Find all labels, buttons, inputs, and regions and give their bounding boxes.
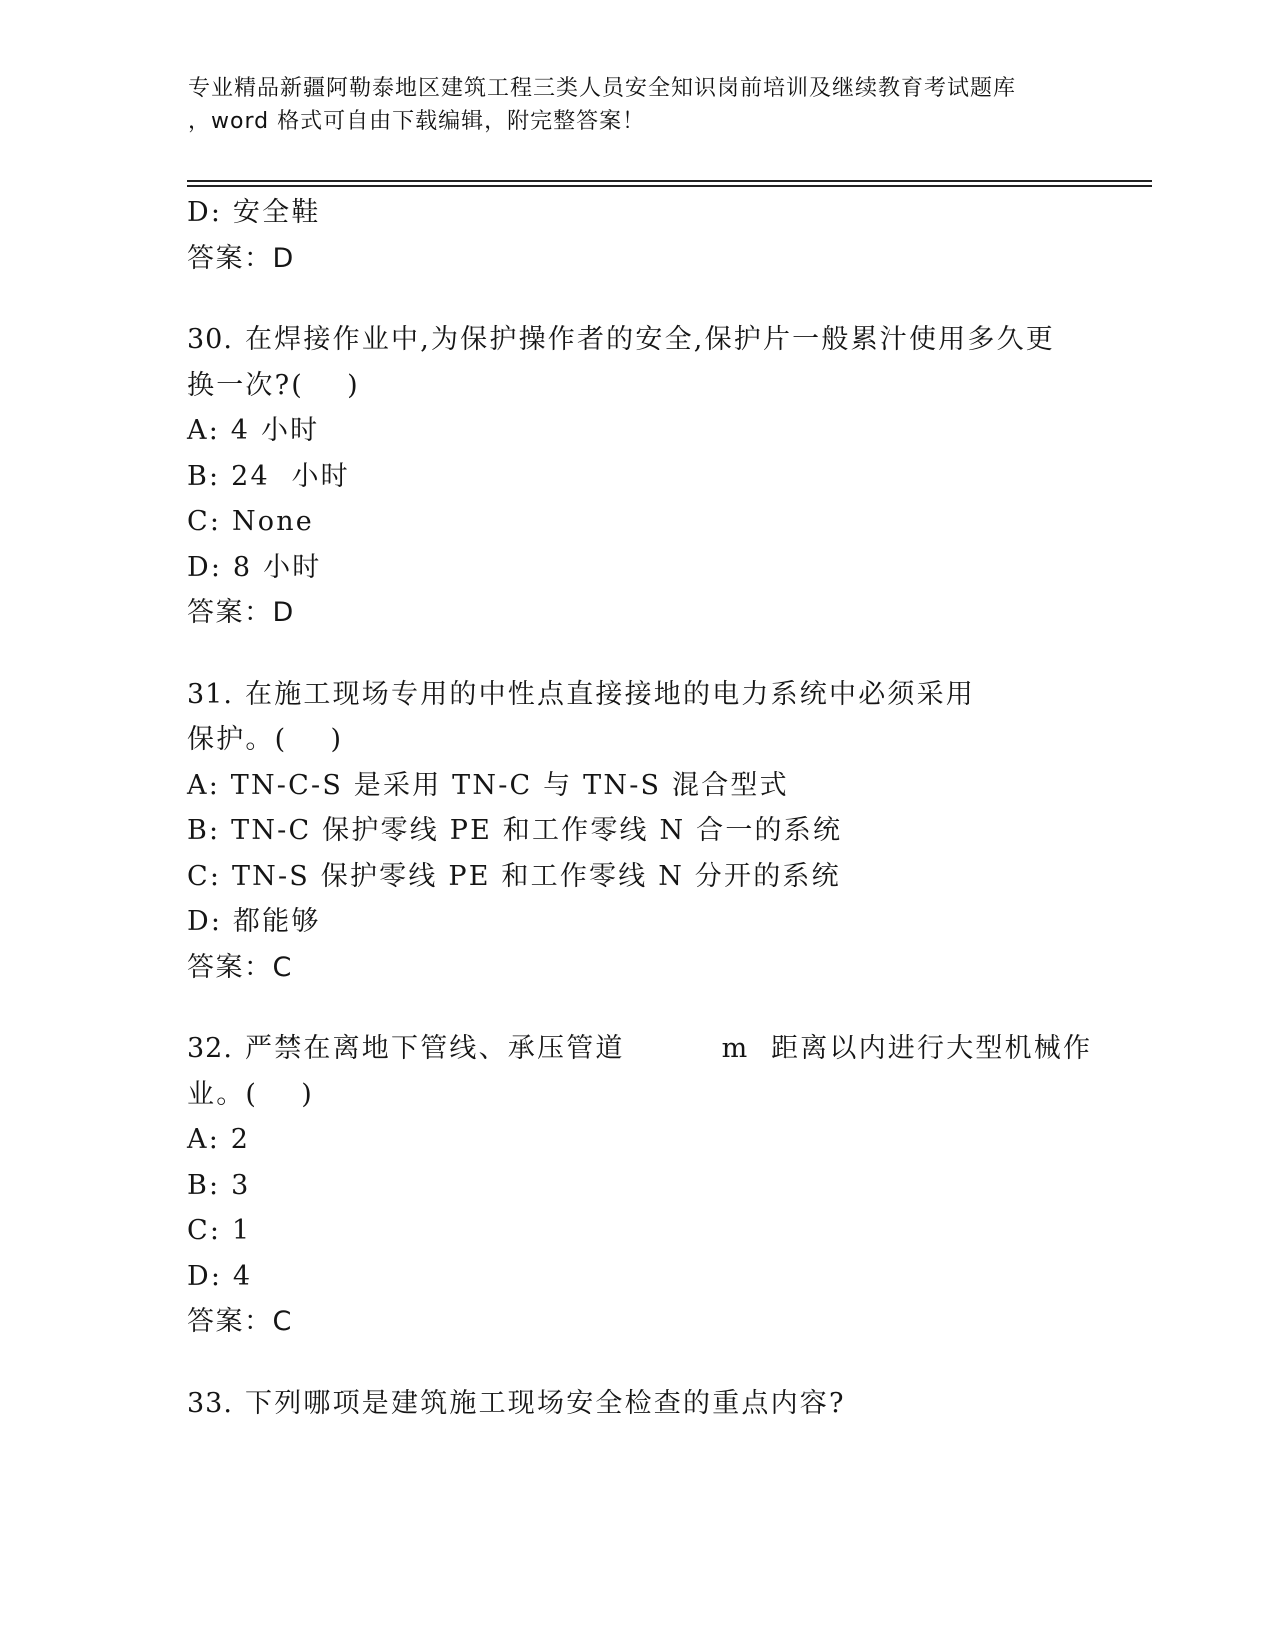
question-number: 32.: [187, 1033, 233, 1064]
question-text-line1: 严禁在离地下管线、承压管道 m 距离以内进行大型机械作: [245, 1033, 1093, 1064]
option-a: A: TN-C-S 是采用 TN-C 与 TN-S 混合型式: [187, 769, 789, 801]
option-a: A: 4 小时: [187, 415, 320, 446]
option-b: B: 24 小时: [187, 460, 350, 492]
question-31: [187, 672, 1147, 991]
answer: 答案：C: [187, 1306, 293, 1337]
option-c: C: TN-S 保护零线 PE 和工作零线 N 分开的系统: [187, 860, 841, 892]
option-b: B: 3: [187, 1169, 251, 1201]
answer: 答案：D: [187, 242, 295, 274]
question-32: [187, 1026, 1147, 1345]
option-d: D: 8 小时: [187, 551, 322, 583]
question-list: [187, 190, 1147, 1426]
header-title-line1: 专业精品新疆阿勒泰地区建筑工程三类人员安全知识岗前培训及继续教育考试题库: [188, 76, 1017, 101]
question-text: [187, 1381, 1147, 1427]
question-number: 30.: [187, 324, 233, 355]
option-d: D: 4: [187, 1260, 253, 1292]
question-text-line2: 换一次?( ): [187, 369, 360, 401]
option-d: D: 安全鞋: [187, 197, 321, 228]
option-b: B: TN-C 保护零线 PE 和工作零线 N 合一的系统: [187, 815, 843, 846]
option-a: A: 2: [187, 1124, 251, 1155]
spacer: [187, 281, 1147, 317]
question-text: [187, 672, 1147, 718]
question-text-line1: 在焊接作业中,为保护操作者的安全,保护片一般累汁使用多久更: [245, 324, 1055, 355]
option-c: C: 1: [187, 1215, 252, 1246]
option-d: D: 都能够: [187, 906, 321, 937]
question-text-line2: 业。( ): [187, 1078, 314, 1110]
question-33: [187, 1381, 1147, 1427]
question-text-line1: 下列哪项是建筑施工现场安全检查的重点内容?: [245, 1387, 846, 1419]
header-divider-top: [187, 180, 1152, 182]
spacer: [187, 636, 1147, 672]
spacer: [187, 1345, 1147, 1381]
question-30: [187, 317, 1147, 636]
answer: 答案：C: [187, 951, 293, 983]
question-number: 33.: [187, 1387, 233, 1419]
question-text: [187, 1026, 1147, 1072]
question-text-line2: 保护。( ): [187, 724, 344, 755]
document-header: [188, 72, 1108, 138]
question-text-line1: 在施工现场专用的中性点直接接地的电力系统中必须采用: [245, 678, 975, 710]
question-number: 31.: [187, 678, 233, 710]
question-text: [187, 317, 1147, 363]
spacer: [187, 990, 1147, 1026]
option-c: C: None: [187, 506, 314, 537]
answer: 答案：D: [187, 597, 295, 628]
header-divider-bottom: [187, 185, 1152, 187]
header-title-line2: ，word 格式可自由下载编辑，附完整答案！: [188, 109, 646, 134]
